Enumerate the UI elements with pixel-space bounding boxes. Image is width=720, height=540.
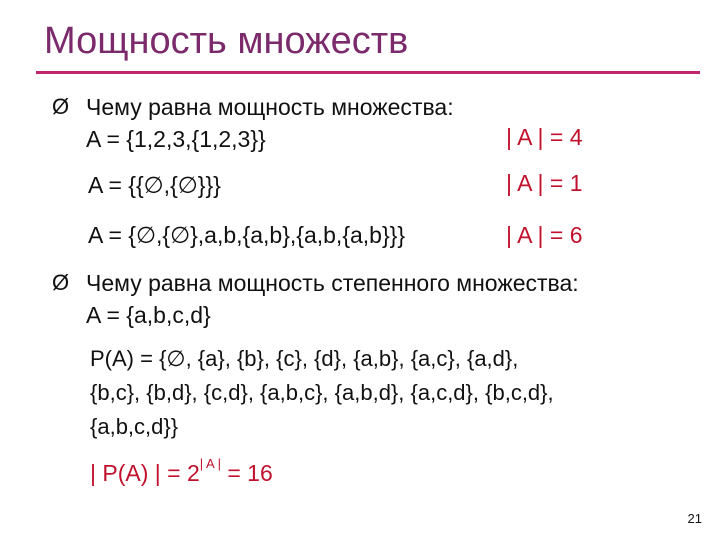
answer-3: | A | = 6 — [506, 222, 583, 248]
question-1-prompt: Чему равна мощность множества: — [86, 94, 454, 120]
set-1: A = {1,2,3,{1,2,3}} — [86, 126, 266, 152]
set-2: A = {{∅,{∅}}} — [88, 172, 221, 198]
answer-2: | A | = 1 — [506, 170, 583, 196]
set-4: A = {a,b,c,d} — [86, 302, 211, 328]
question-2-prompt: Чему равна мощность степенного множества: — [86, 270, 579, 296]
bullet-arrow-icon: Ø — [52, 270, 70, 295]
powerset-line-2: {b,c}, {b,d}, {c,d}, {a,b,c}, {a,b,d}, {a,c,d}, {b,c,d}, — [90, 380, 554, 405]
powerset-line-1: P(A) = {∅, {a}, {b}, {c}, {d}, {a,b}, {a,c}, {a,d}, — [90, 346, 519, 371]
bullet-arrow-icon: Ø — [52, 94, 70, 119]
result-prefix: | P(A) | = 2 — [90, 460, 200, 486]
powerset-cardinality — [90, 456, 273, 487]
answer-1: | A | = 4 — [506, 124, 583, 150]
set-3: A = {∅,{∅},a,b,{a,b},{a,b,{a,b}}} — [88, 222, 406, 248]
slide-title: Мощность множеств — [44, 20, 409, 62]
page-number: 21 — [687, 511, 702, 526]
result-suffix: = 16 — [220, 460, 273, 486]
result-exponent: | A | — [199, 456, 221, 472]
title-underline — [36, 71, 700, 74]
powerset-line-3: {a,b,c,d}} — [90, 414, 179, 439]
